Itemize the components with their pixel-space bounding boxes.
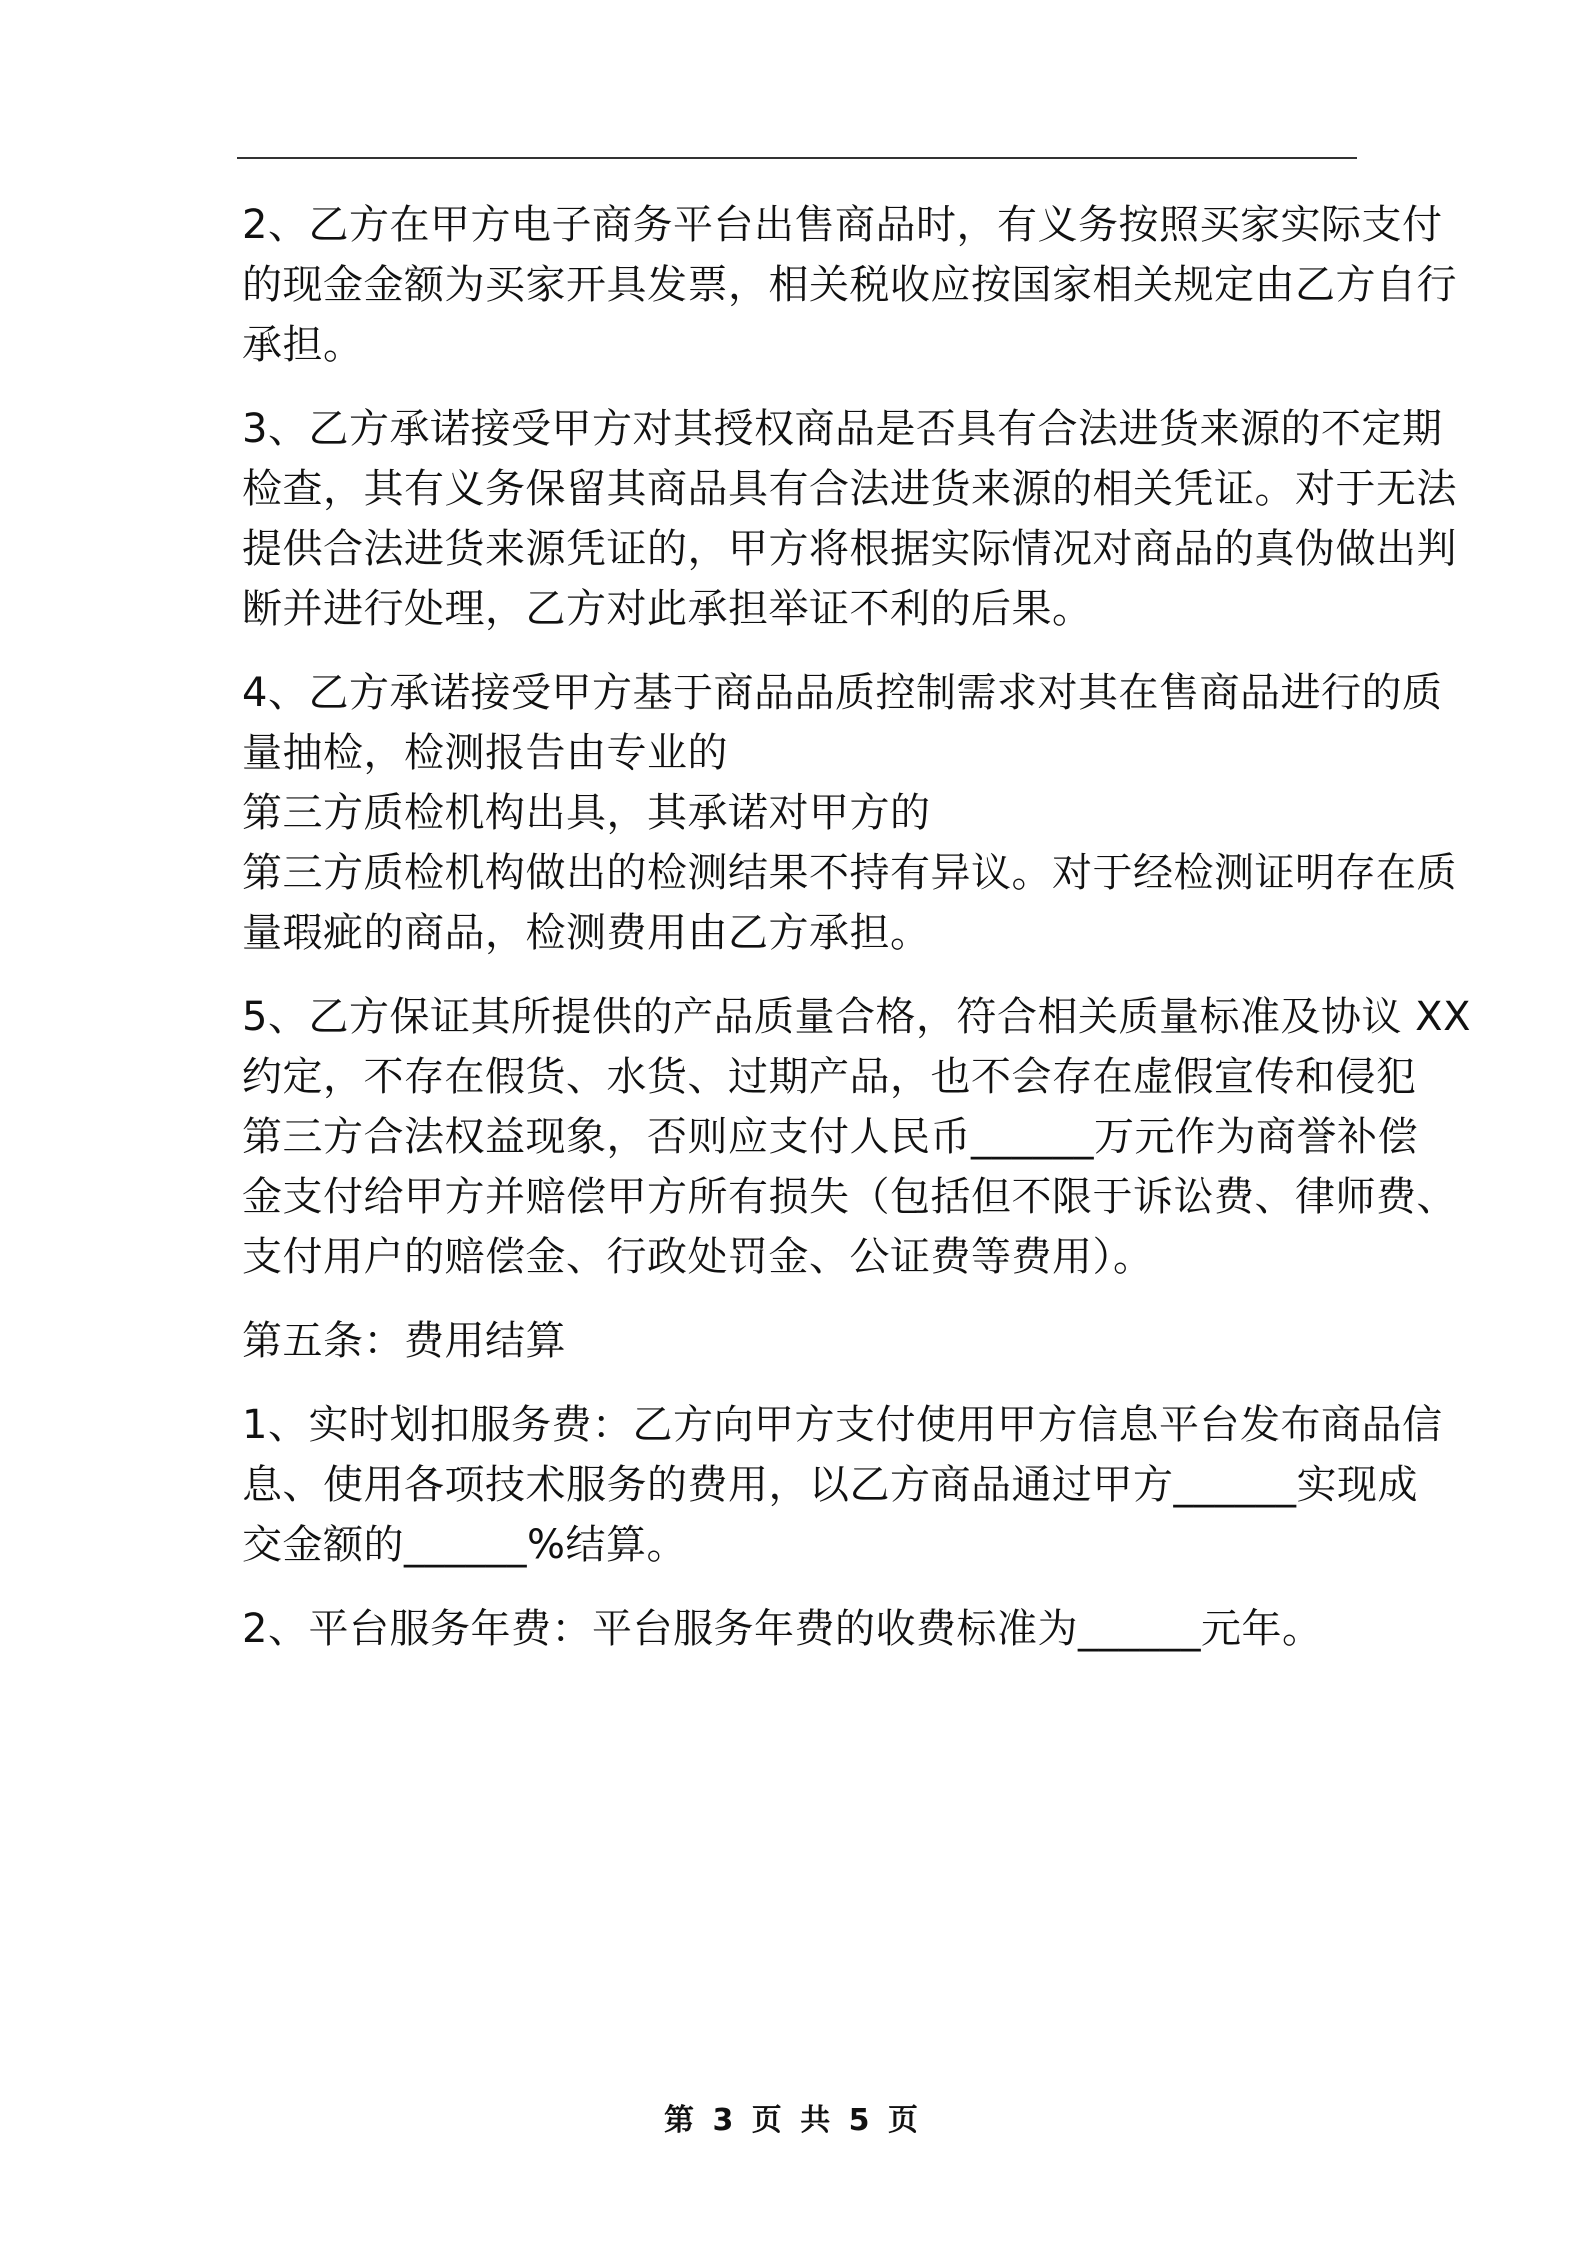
text-line: 量瑕疵的商品，检测费用由乙方承担。 bbox=[242, 910, 931, 956]
text-line: 断并进行处理，乙方对此承担举证不利的后果。 bbox=[242, 586, 1093, 632]
text-line: 量抽检，检测报告由专业的 bbox=[242, 730, 728, 776]
text-line: 提供合法进货来源凭证的，甲方将根据实际情况对商品的真伪做出判 bbox=[242, 526, 1457, 572]
text-line: 2、平台服务年费：平台服务年费的收费标准为______元年。 bbox=[242, 1606, 1323, 1652]
text-line: 2、乙方在甲方电子商务平台出售商品时，有义务按照买家实际支付 bbox=[242, 202, 1443, 248]
text-line: 金支付给甲方并赔偿甲方所有损失（包括但不限于诉讼费、律师费、 bbox=[242, 1174, 1457, 1220]
text-line: 的现金金额为买家开具发票，相关税收应按国家相关规定由乙方自行 bbox=[242, 262, 1457, 308]
article-5-heading bbox=[242, 1311, 1362, 1371]
text-line: 约定，不存在假货、水货、过期产品，也不会存在虚假宣传和侵犯 bbox=[242, 1054, 1417, 1100]
text-line: 第三方质检机构做出的检测结果不持有异议。对于经检测证明存在质 bbox=[242, 850, 1457, 896]
clause-2 bbox=[242, 195, 1457, 375]
section-heading: 第五条：费用结算 bbox=[242, 1318, 566, 1364]
fee-clause-1 bbox=[242, 1395, 1443, 1575]
fee-clause-2 bbox=[242, 1599, 1362, 1659]
clause-4 bbox=[242, 663, 1457, 963]
text-line: 第三方合法权益现象，否则应支付人民币______万元作为商誉补偿 bbox=[242, 1114, 1418, 1160]
text-line: 息、使用各项技术服务的费用，以乙方商品通过甲方______实现成 bbox=[242, 1462, 1418, 1508]
header-rule bbox=[237, 157, 1357, 159]
text-line: 1、实时划扣服务费：乙方向甲方支付使用甲方信息平台发布商品信 bbox=[242, 1402, 1443, 1448]
text-line: 交金额的______%结算。 bbox=[242, 1522, 688, 1568]
page-number-footer: 第 3 页 共 5 页 bbox=[664, 2103, 922, 2138]
text-line: 承担。 bbox=[242, 322, 364, 368]
document-body bbox=[242, 195, 1471, 1659]
clause-3 bbox=[242, 399, 1457, 639]
clause-5 bbox=[242, 987, 1471, 1287]
text-line: 5、乙方保证其所提供的产品质量合格，符合相关质量标准及协议 XX bbox=[242, 994, 1471, 1040]
text-line: 支付用户的赔偿金、行政处罚金、公证费等费用）。 bbox=[242, 1234, 1154, 1280]
text-line: 检查，其有义务保留其商品具有合法进货来源的相关凭证。对于无法 bbox=[242, 466, 1457, 512]
text-line: 4、乙方承诺接受甲方基于商品品质控制需求对其在售商品进行的质 bbox=[242, 670, 1443, 716]
text-line: 第三方质检机构出具，其承诺对甲方的 bbox=[242, 790, 931, 836]
text-line: 3、乙方承诺接受甲方对其授权商品是否具有合法进货来源的不定期 bbox=[242, 406, 1443, 452]
